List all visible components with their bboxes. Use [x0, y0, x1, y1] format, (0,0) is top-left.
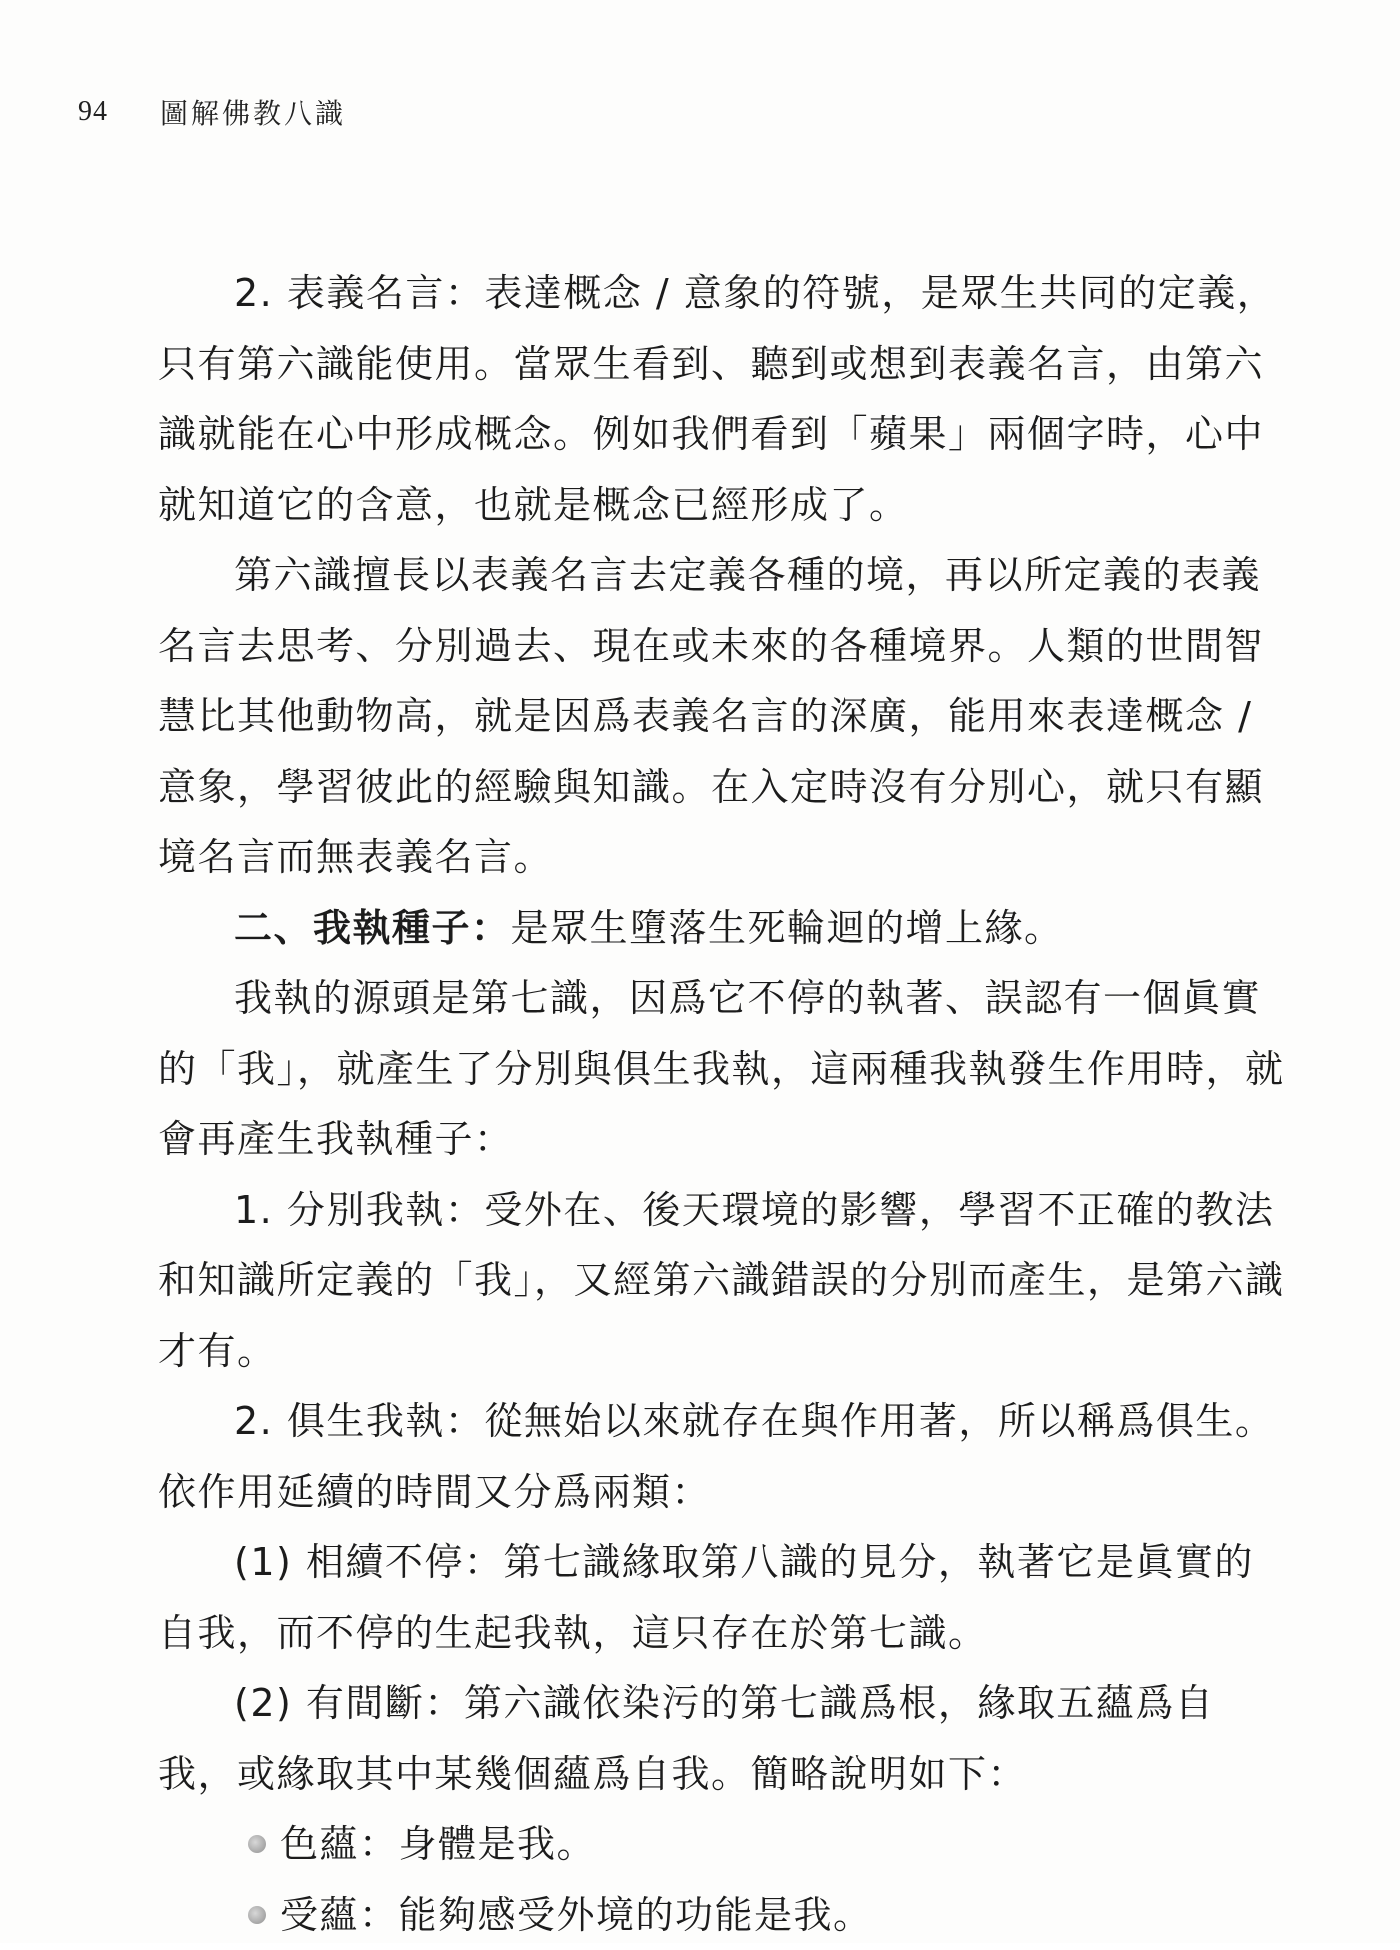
section-heading-description: 是眾生墮落生死輪迴的增上緣。: [511, 906, 1064, 950]
paragraph-innate-attachment: 2. 俱生我執：從無始以來就存在與作用著，所以稱爲俱生。依作用延續的時間又分爲兩類：: [158, 1386, 1288, 1527]
list-item-text: 色蘊：身體是我。: [248, 1809, 596, 1880]
list-item: [158, 1809, 1288, 1880]
paragraph-self-attachment-seeds: [158, 893, 1288, 964]
page-number: 94: [78, 96, 160, 128]
body-text: [158, 258, 1288, 1950]
bullet-icon: [248, 1835, 266, 1853]
paragraph-intermittent: (2) 有間斷：第六識依染污的第七識爲根，緣取五蘊爲自我，或緣取其中某幾個蘊爲自我。簡略說明如下：: [158, 1668, 1288, 1809]
section-heading: 二、我執種子：: [234, 906, 511, 950]
paragraph-discriminating-attachment: 1. 分別我執：受外在、後天環境的影響，學習不正確的教法和知識所定義的「我」，又經第六識錯誤的分別而產生，是第六識才有。: [158, 1175, 1288, 1387]
bullet-icon: [248, 1906, 266, 1924]
paragraph-seventh-consciousness: 我執的源頭是第七識，因爲它不停的執著、誤認有一個眞實的「我」，就產生了分別與俱生我執，這兩種我執發生作用時，就會再產生我執種子：: [158, 963, 1288, 1175]
book-title: 圖解佛教八識: [160, 92, 346, 132]
page-header: [78, 92, 346, 132]
list-item-text: 受蘊：能夠感受外境的功能是我。: [248, 1880, 873, 1950]
paragraph-expressive-names: 2. 表義名言：表達概念 / 意象的符號，是眾生共同的定義，只有第六識能使用。當眾生看到、聽到或想到表義名言，由第六識就能在心中形成概念。例如我們看到「蘋果」兩個字時，心中就知道它的含意，也就是概念已經形成了。: [158, 258, 1288, 540]
paragraph-continuous: (1) 相續不停：第七識緣取第八識的見分，執著它是眞實的自我，而不停的生起我執，這只存在於第七識。: [158, 1527, 1288, 1668]
list-item: [158, 1880, 1288, 1950]
paragraph-sixth-consciousness: 第六識擅長以表義名言去定義各種的境，再以所定義的表義名言去思考、分別過去、現在或未來的各種境界。人類的世間智慧比其他動物高，就是因爲表義名言的深廣，能用來表達概念 / 意象，學習彼此的經驗與知識。在入定時沒有分別心，就只有顯境名言而無表義名言。: [158, 540, 1288, 893]
